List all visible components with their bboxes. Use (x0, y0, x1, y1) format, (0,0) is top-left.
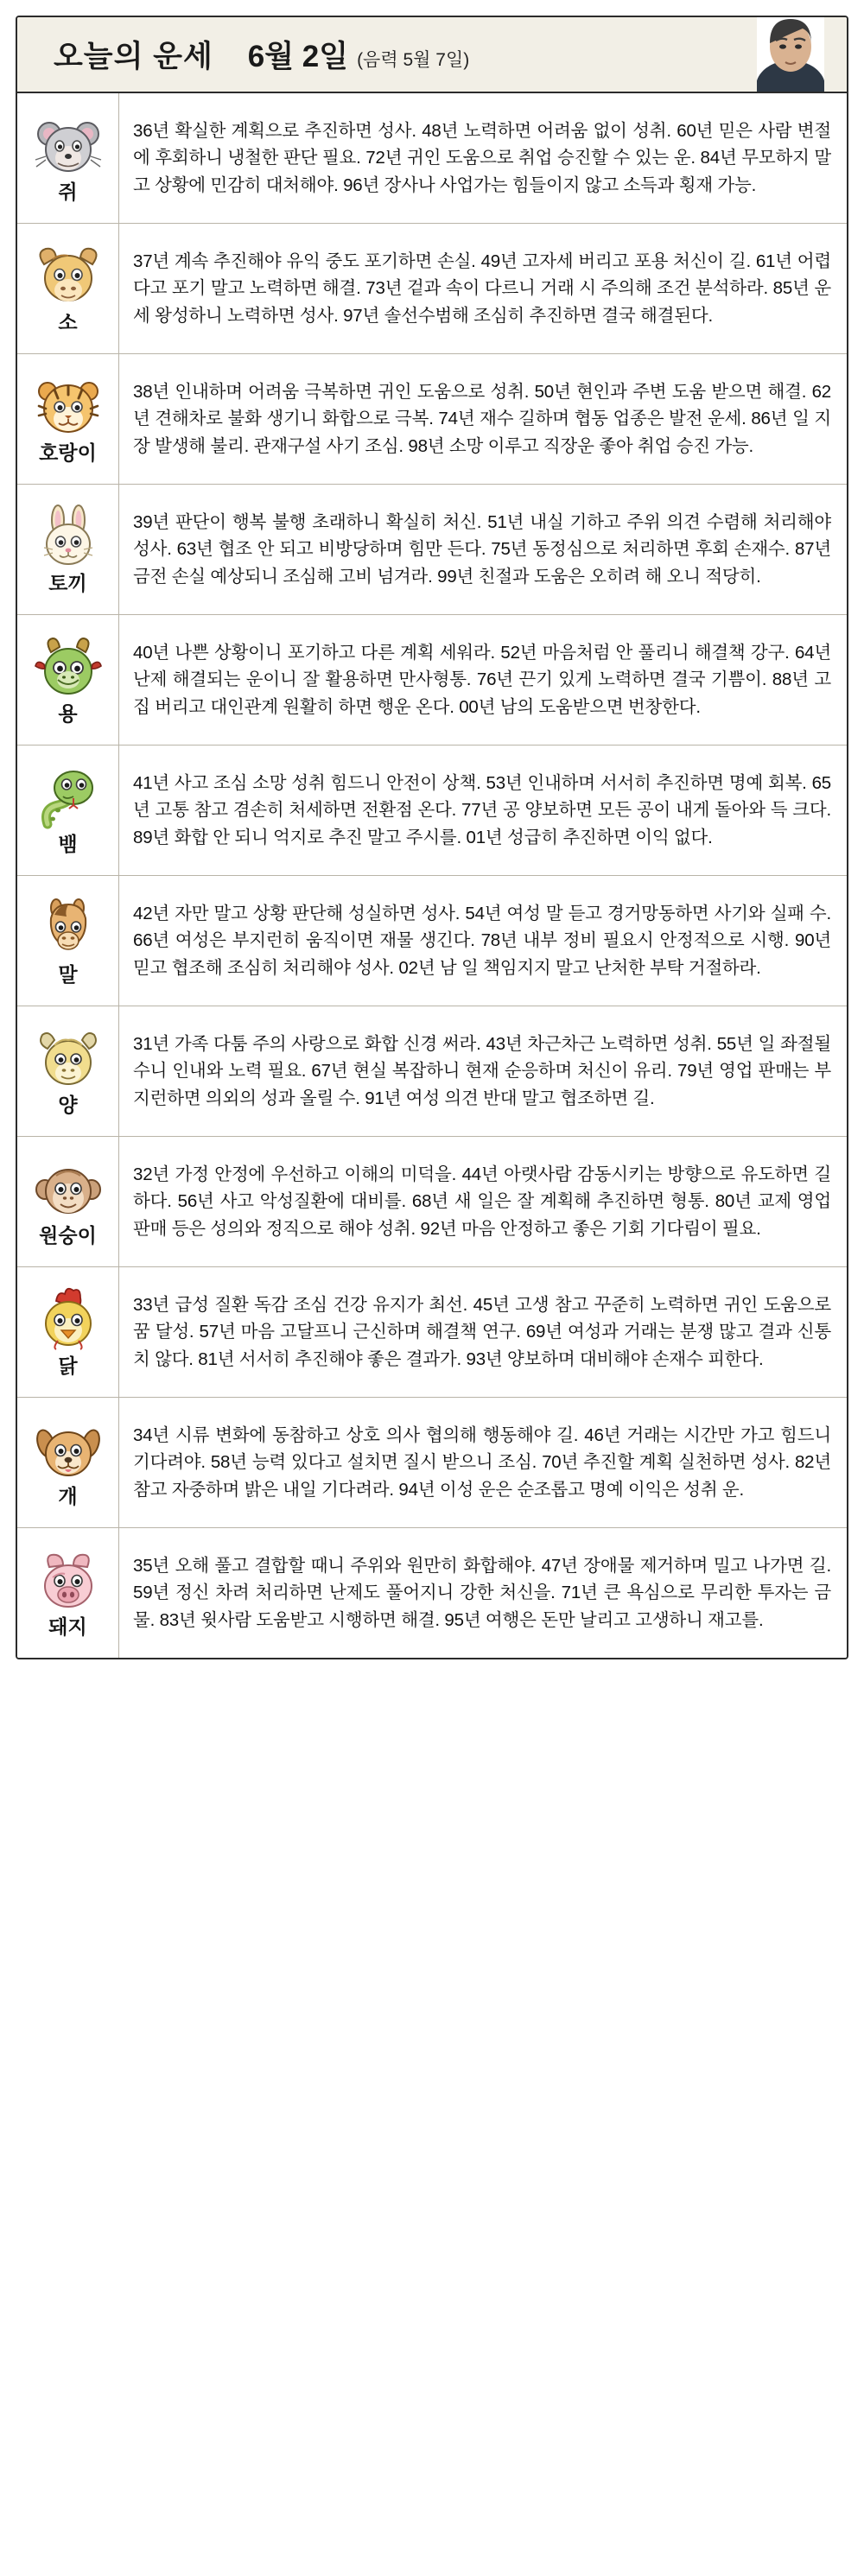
fortune-text: 38년 인내하며 어려움 극복하면 귀인 도움으로 성취. 50년 현인과 주변 도움 받으면 해결. 62년 견해차로 불화 생기니 화합으로 극복. 74년 재수 길하며 협동 업종은 발전 운세. 86년 일 지장 발생해 불리. 관재구설 사기 조심. 98년 소망 이루고 직장운 좋아 취업 승진 가능. (133, 382, 831, 456)
fortune-text: 33년 급성 질환 독감 조심 건강 유지가 최선. 45년 고생 참고 꾸준히 노력하면 귀인 도움으로 꿈 달성. 57년 마음 고달프니 근신하며 해결책 연구. 69년 여성과 거래는 분쟁 많고 결과 신통치 않다. 81년 서서히 추진해야 좋은 결과가. 93년 양보하며 대비해야 손재수 피한다. (133, 1295, 831, 1369)
fortune-text-cell (119, 354, 847, 484)
ox-illustration-icon (31, 243, 105, 310)
dog-illustration-icon (31, 1417, 105, 1484)
zodiac-cell-sheep (17, 1006, 119, 1136)
dragon-illustration-icon (31, 634, 105, 701)
fortune-text-cell (119, 1528, 847, 1658)
zodiac-label: 원숭이 (39, 1224, 97, 1247)
table-row (17, 615, 847, 746)
zodiac-cell-horse (17, 876, 119, 1006)
rooster-illustration-icon (31, 1286, 105, 1354)
fortune-text: 42년 자만 말고 상황 판단해 성실하면 성사. 54년 여성 말 듣고 경거망동하면 사기와 실패 수. 66년 여성은 부지런히 움직이면 재물 생긴다. 78년 내부 정비 필요시 안정적으로 시행. 90년 믿고 협조해 조심히 처리해야 성사. 02년 남 일 책임지지 말고 난처한 부탁 거절하라. (133, 904, 831, 978)
zodiac-label: 호랑이 (39, 441, 97, 465)
fortune-text: 41년 사고 조심 소망 성취 힘드니 안전이 상책. 53년 인내하며 서서히 추진하면 명예 회복. 65년 고통 참고 겸손히 처세하면 전환점 온다. 77년 공 양보하면 모든 공이 내게 돌아와 득 크다. 89년 화합 안 되니 억지로 추진 말고 주시를. 01년 성급히 추진하면 이익 없다. (133, 773, 831, 847)
fortune-text-cell (119, 1267, 847, 1397)
zodiac-cell-ox (17, 224, 119, 353)
fortune-text: 39년 판단이 행복 불행 초래하니 확실히 처신. 51년 내실 기하고 주위 의견 수렴해 처리해야 성사. 63년 협조 안 되고 비방당하며 힘만 든다. 75년 동정심으로 처리하면 후회 손재수. 87년 금전 손실 예상되니 조심해 고비 넘겨라. 99년 친절과 도움은 오히려 해 오니 적당히. (133, 512, 831, 587)
table-row (17, 93, 847, 224)
header-date: 6월 2일 (247, 40, 349, 73)
fortune-text-cell (119, 1006, 847, 1136)
zodiac-cell-pig (17, 1528, 119, 1658)
fortune-text: 31년 가족 다툼 주의 사랑으로 화합 신경 써라. 43년 차근차근 노력하면 성취. 55년 일 좌절될 수니 인내와 노력 필요. 67년 현실 복잡하니 현재 순응하며 처신이 유리. 79년 영업 판매는 부지런하면 의외의 성과 올릴 수. 91년 여성 의견 반대 말고 협조하면 길. (133, 1034, 831, 1108)
zodiac-cell-tiger (17, 354, 119, 484)
table-row (17, 1006, 847, 1137)
fortune-text: 40년 나쁜 상황이니 포기하고 다른 계획 세워라. 52년 마음처럼 안 풀리니 해결책 강구. 64년 난제 해결되는 운이니 잘 활용하면 만사형통. 76년 끈기 있게 노력하면 결국 기쁨이. 88년 고집 버리고 대인관계 원활히 하면 행운 온다. 00년 남의 도움받으면 번창한다. (133, 643, 831, 717)
zodiac-label: 돼지 (48, 1615, 87, 1639)
table-row (17, 485, 847, 615)
table-row (17, 354, 847, 485)
rat-illustration-icon (31, 112, 105, 180)
columnist-photo-icon (757, 16, 824, 92)
zodiac-cell-rat (17, 93, 119, 223)
fortune-text-cell (119, 93, 847, 223)
tiger-illustration-icon (31, 373, 105, 441)
table-row (17, 224, 847, 354)
fortune-text-cell (119, 1398, 847, 1527)
fortune-text: 35년 오해 풀고 결합할 때니 주위와 원만히 화합해야. 47년 장애물 제거하며 밀고 나가면 길. 59년 정신 차려 처리하면 난제도 풀어지니 강한 처신을. 71년 큰 욕심으로 무리한 투자는 금물. 83년 윗사람 도움받고 시행하면 해결. 95년 여행은 돈만 날리고 고생하니 재고를. (133, 1556, 831, 1630)
sheep-illustration-icon (31, 1025, 105, 1093)
page-header (17, 17, 847, 93)
rabbit-illustration-icon (31, 504, 105, 571)
fortune-sheet (16, 16, 848, 1659)
fortune-text-cell (119, 746, 847, 875)
pig-illustration-icon (31, 1547, 105, 1615)
zodiac-cell-snake (17, 746, 119, 875)
fortune-text: 37년 계속 추진해야 유익 중도 포기하면 손실. 49년 고자세 버리고 포용 처신이 길. 61년 어렵다고 포기 말고 노력하면 해결. 73년 겉과 속이 다르니 거래 시 주의해 조건 분석하라. 85년 운세 왕성하니 노력하면 성사. 97년 솔선수범해 조심히 추진하면 결국 해결된다. (133, 251, 831, 326)
fortune-text-cell (119, 1137, 847, 1266)
table-row (17, 746, 847, 876)
fortune-text: 32년 가정 안정에 우선하고 이해의 미덕을. 44년 아랫사람 감동시키는 방향으로 유도하면 길하다. 56년 사고 악성질환에 대비를. 68년 새 일은 잘 계획해 추진하면 형통. 80년 교제 영업 판매 등은 성의와 정직으로 해야 성취. 92년 마음 안정하고 좋은 기회 기다림이 필요. (133, 1164, 831, 1239)
zodiac-label: 닭 (58, 1355, 78, 1378)
fortune-text-cell (119, 485, 847, 614)
zodiac-label: 토끼 (48, 572, 87, 595)
zodiac-label: 양 (58, 1094, 78, 1117)
zodiac-label: 말 (58, 963, 78, 987)
fortune-text: 36년 확실한 계획으로 추진하면 성사. 48년 노력하면 어려움 없이 성취. 60년 믿은 사람 변절에 후회하니 냉철한 판단 필요. 72년 귀인 도움으로 취업 승진할 수 있는 운. 84년 무모하지 말고 상황에 민감히 대처해야. 96년 장사나 사업가는 힘들이지 않고 소득과 횡재 가능. (133, 121, 831, 195)
zodiac-label: 소 (58, 311, 78, 334)
zodiac-cell-dragon (17, 615, 119, 745)
table-row (17, 1528, 847, 1658)
header-lunar-date: (음력 5월 7일) (357, 49, 470, 70)
zodiac-label: 뱀 (58, 833, 78, 856)
table-row (17, 1398, 847, 1528)
zodiac-cell-rabbit (17, 485, 119, 614)
page-title: 오늘의 운세 (54, 40, 213, 73)
zodiac-label: 개 (58, 1485, 78, 1508)
fortune-text: 34년 시류 변화에 동참하고 상호 의사 협의해 행동해야 길. 46년 거래는 시간만 가고 힘드니 기다려야. 58년 능력 있다고 설치면 질시 받으니 조심. 70년 추진할 계획 실천하면 성사. 82년 참고 자중하며 밝은 내일 기다려라. 94년 이성 운은 순조롭고 명예 이익은 성취 운. (133, 1425, 831, 1500)
fortune-text-cell (119, 615, 847, 745)
zodiac-cell-dog (17, 1398, 119, 1527)
fortune-text-cell (119, 224, 847, 353)
table-row (17, 1137, 847, 1267)
zodiac-label: 용 (58, 702, 78, 726)
monkey-illustration-icon (31, 1156, 105, 1223)
zodiac-cell-monkey (17, 1137, 119, 1266)
table-row (17, 876, 847, 1006)
snake-illustration-icon (31, 765, 105, 832)
zodiac-label: 쥐 (58, 181, 78, 204)
table-row (17, 1267, 847, 1398)
fortune-text-cell (119, 876, 847, 1006)
zodiac-cell-rooster (17, 1267, 119, 1397)
horse-illustration-icon (31, 895, 105, 962)
